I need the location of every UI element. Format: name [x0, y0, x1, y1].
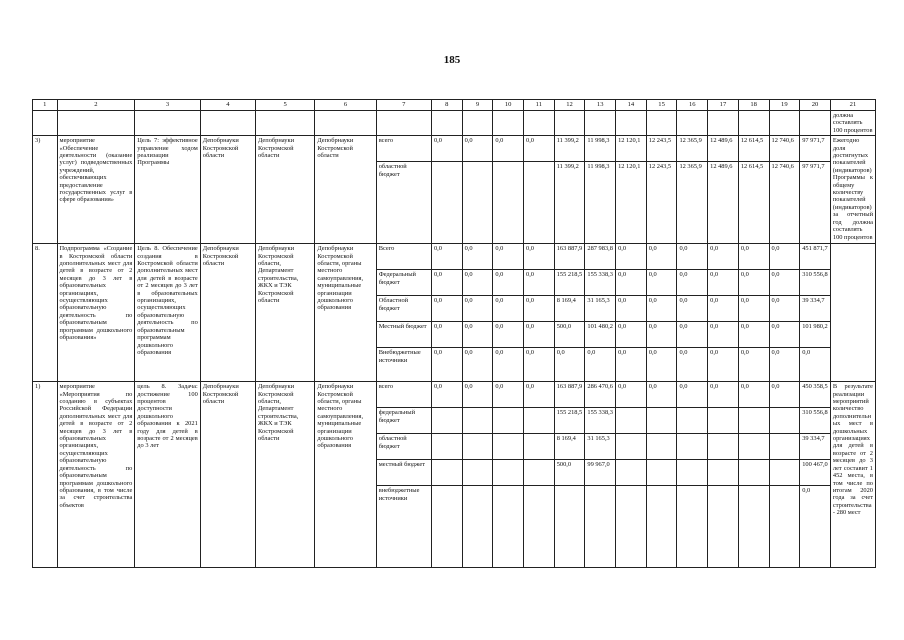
responsible-executor: Депобрнауки Костромской области — [200, 382, 255, 568]
value-cell — [493, 434, 524, 460]
header-cell: 15 — [646, 100, 677, 111]
value-cell — [524, 486, 555, 568]
value-cell: 12 614,5 — [738, 162, 769, 244]
value-cell — [677, 434, 708, 460]
item-number: 1) — [33, 382, 58, 568]
value-cell: 8 169,4 — [554, 434, 585, 460]
value-cell: 31 165,3 — [585, 296, 616, 322]
header-cell: 14 — [616, 100, 647, 111]
value-cell: 0,0 — [738, 244, 769, 270]
value-cell: 12 740,6 — [769, 136, 800, 162]
program-table — [32, 99, 876, 568]
value-cell: 0,0 — [524, 136, 555, 162]
value-cell: 0,0 — [524, 296, 555, 322]
value-cell: 310 556,8 — [800, 408, 831, 434]
value-cell: 0,0 — [769, 382, 800, 408]
value-cell: 0,0 — [462, 136, 493, 162]
value-cell: 0,0 — [646, 382, 677, 408]
value-cell: 0,0 — [493, 296, 524, 322]
value-cell: 0,0 — [462, 270, 493, 296]
value-cell — [646, 486, 677, 568]
value-cell: 12 120,1 — [616, 162, 647, 244]
value-cell: 0,0 — [616, 382, 647, 408]
value-cell: 287 983,8 — [585, 244, 616, 270]
value-cell: 12 740,6 — [769, 162, 800, 244]
value-cell: 0,0 — [769, 296, 800, 322]
value-cell: 0,0 — [616, 244, 647, 270]
value-cell: 0,0 — [431, 348, 462, 382]
value-cell: 155 338,3 — [585, 408, 616, 434]
co-executors: Депобрнауки Костромской области, Департамент строительства, ЖКХ и ТЭК Костромской области — [256, 244, 315, 382]
funding-source: Областной бюджет — [376, 296, 431, 322]
header-cell: 11 — [524, 100, 555, 111]
item-name: мероприятие «Обеспечение деятельности (оказание услуг) подведомственных учреждений, обеспечивающих предоставление государственных услуг в сфере образования» — [57, 136, 135, 244]
value-cell — [738, 460, 769, 486]
value-cell: 0,0 — [554, 348, 585, 382]
value-cell: 155 218,5 — [554, 408, 585, 434]
participants: Депобрнауки Костромской области, органы местного самоуправления, муниципальные организации дошкольного образования — [315, 382, 376, 568]
funding-source: всего — [376, 136, 431, 162]
value-cell: 39 334,7 — [800, 296, 831, 322]
value-cell — [646, 434, 677, 460]
value-cell — [738, 486, 769, 568]
value-cell — [431, 460, 462, 486]
value-cell: 0,0 — [431, 296, 462, 322]
value-cell: 101 980,2 — [800, 322, 831, 348]
value-cell: 0,0 — [646, 322, 677, 348]
value-cell — [524, 434, 555, 460]
value-cell: 0,0 — [524, 270, 555, 296]
value-cell: 0,0 — [616, 322, 647, 348]
value-cell — [708, 434, 739, 460]
value-cell: 0,0 — [708, 348, 739, 382]
continuation-row — [33, 111, 876, 136]
value-cell: 0,0 — [646, 244, 677, 270]
value-cell: 12 614,5 — [738, 136, 769, 162]
value-cell — [708, 460, 739, 486]
result-note — [830, 244, 875, 382]
value-cell: 11 998,3 — [585, 136, 616, 162]
value-cell: 0,0 — [677, 270, 708, 296]
participants: Депобрнауки Костромской области, органы местного самоуправления, муниципальные организации дошкольного образования — [315, 244, 376, 382]
value-cell: 0,0 — [431, 322, 462, 348]
funding-source: Всего — [376, 244, 431, 270]
value-cell — [431, 408, 462, 434]
value-cell — [462, 460, 493, 486]
funding-source: внебюджетные источники — [376, 486, 431, 568]
value-cell — [524, 408, 555, 434]
value-cell: 97 971,7 — [800, 162, 831, 244]
value-cell — [431, 434, 462, 460]
value-cell: 500,0 — [554, 322, 585, 348]
table-row — [33, 136, 876, 162]
table-row — [33, 244, 876, 270]
funding-source: всего — [376, 382, 431, 408]
value-cell — [462, 162, 493, 244]
value-cell: 0,0 — [462, 296, 493, 322]
value-cell: 286 470,6 — [585, 382, 616, 408]
continuation-note: должна составлять 100 процентов — [830, 111, 875, 136]
value-cell: 0,0 — [462, 322, 493, 348]
value-cell: 0,0 — [431, 382, 462, 408]
header-cell: 21 — [830, 100, 875, 111]
header-cell: 6 — [315, 100, 376, 111]
value-cell: 451 871,7 — [800, 244, 831, 270]
value-cell: 8 169,4 — [554, 296, 585, 322]
value-cell: 0,0 — [738, 270, 769, 296]
header-cell: 1 — [33, 100, 58, 111]
value-cell: 0,0 — [493, 382, 524, 408]
value-cell: 0,0 — [769, 322, 800, 348]
value-cell: 12 365,9 — [677, 136, 708, 162]
header-cell: 2 — [57, 100, 135, 111]
header-cell: 10 — [493, 100, 524, 111]
value-cell: 31 165,3 — [585, 434, 616, 460]
value-cell — [677, 486, 708, 568]
value-cell — [616, 460, 647, 486]
value-cell: 0,0 — [677, 296, 708, 322]
header-cell: 8 — [431, 100, 462, 111]
value-cell: 0,0 — [524, 322, 555, 348]
value-cell: 0,0 — [646, 348, 677, 382]
value-cell — [708, 408, 739, 434]
value-cell — [462, 486, 493, 568]
value-cell: 500,0 — [554, 460, 585, 486]
value-cell: 100 467,0 — [800, 460, 831, 486]
item-number: 8. — [33, 244, 58, 382]
result-note: В результате реализации мероприятий количество дополнительных мест в дошкольных организациях для детей в возрасте от 2 месяцев до 3 лет составит 1 452 места, в том числе по итогам 2020 года за счет строительства - 280 мест — [830, 382, 875, 568]
value-cell — [769, 486, 800, 568]
value-cell: 0,0 — [616, 348, 647, 382]
value-cell: 310 556,8 — [800, 270, 831, 296]
value-cell: 0,0 — [493, 136, 524, 162]
table-row — [33, 382, 876, 408]
value-cell — [524, 460, 555, 486]
value-cell — [554, 486, 585, 568]
value-cell — [708, 486, 739, 568]
value-cell: 0,0 — [493, 348, 524, 382]
header-cell: 16 — [677, 100, 708, 111]
value-cell: 0,0 — [431, 270, 462, 296]
funding-source: федеральный бюджет — [376, 408, 431, 434]
value-cell: 12 489,6 — [708, 136, 739, 162]
item-name: мероприятие «Мероприятия по созданию в субъектах Российской Федерации дополнительных мест для детей в возрасте от 2 месяцев до 3 лет в образовательных организациях, осуществляющих образовательную деятельность по образовательным программам дошкольного образования, в том числе за счет строительства объектов — [57, 382, 135, 568]
value-cell — [646, 408, 677, 434]
value-cell: 0,0 — [493, 270, 524, 296]
item-number: 3) — [33, 136, 58, 244]
value-cell: 0,0 — [493, 322, 524, 348]
value-cell: 12 120,1 — [616, 136, 647, 162]
value-cell — [677, 408, 708, 434]
value-cell: 0,0 — [431, 244, 462, 270]
value-cell: 11 998,3 — [585, 162, 616, 244]
value-cell: 101 480,2 — [585, 322, 616, 348]
header-cell: 20 — [800, 100, 831, 111]
value-cell: 0,0 — [646, 270, 677, 296]
funding-source: Федеральный бюджет — [376, 270, 431, 296]
value-cell: 0,0 — [616, 296, 647, 322]
value-cell: 0,0 — [738, 322, 769, 348]
value-cell: 163 887,9 — [554, 244, 585, 270]
value-cell — [677, 460, 708, 486]
funding-source: Местный бюджет — [376, 322, 431, 348]
value-cell — [646, 460, 677, 486]
header-cell: 3 — [135, 100, 200, 111]
value-cell: 0,0 — [524, 244, 555, 270]
value-cell — [493, 486, 524, 568]
value-cell: 0,0 — [738, 348, 769, 382]
value-cell — [616, 434, 647, 460]
value-cell — [493, 408, 524, 434]
page-number: 185 — [443, 54, 461, 66]
header-cell: 5 — [256, 100, 315, 111]
value-cell: 12 243,5 — [646, 136, 677, 162]
funding-source: областной бюджет — [376, 162, 431, 244]
funding-source: областной бюджет — [376, 434, 431, 460]
value-cell: 0,0 — [493, 244, 524, 270]
value-cell — [738, 434, 769, 460]
value-cell: 97 971,7 — [800, 136, 831, 162]
header-cell: 13 — [585, 100, 616, 111]
item-goal: Цель 8. Обеспечение создания в Костромской области дополнительных мест для детей в возрасте от 2 месяцев до 3 лет в образовательных организациях, осуществляющих образовательную деятельность по образовательным программам дошкольного образования — [135, 244, 200, 382]
header-cell: 12 — [554, 100, 585, 111]
value-cell: 39 334,7 — [800, 434, 831, 460]
value-cell: 0,0 — [769, 270, 800, 296]
value-cell: 0,0 — [708, 382, 739, 408]
value-cell: 12 365,9 — [677, 162, 708, 244]
value-cell: 163 887,9 — [554, 382, 585, 408]
co-executors: Депобрнауки Костромской области, Департамент строительства, ЖКХ и ТЭК Костромской области — [256, 382, 315, 568]
value-cell — [431, 162, 462, 244]
item-goal: Цель 7: эффективное управление ходом реализации Программы — [135, 136, 200, 244]
participants: Депобрнауки Костромской области — [315, 136, 376, 244]
header-cell: 18 — [738, 100, 769, 111]
value-cell: 0,0 — [708, 244, 739, 270]
value-cell: 0,0 — [738, 382, 769, 408]
value-cell: 155 218,5 — [554, 270, 585, 296]
value-cell: 0,0 — [708, 296, 739, 322]
value-cell — [585, 486, 616, 568]
value-cell — [493, 460, 524, 486]
value-cell — [462, 408, 493, 434]
value-cell: 0,0 — [462, 348, 493, 382]
value-cell — [769, 434, 800, 460]
value-cell — [493, 162, 524, 244]
value-cell: 0,0 — [616, 270, 647, 296]
header-cell: 7 — [376, 100, 431, 111]
value-cell: 0,0 — [524, 382, 555, 408]
value-cell: 0,0 — [708, 322, 739, 348]
value-cell: 11 399,2 — [554, 162, 585, 244]
header-cell: 19 — [769, 100, 800, 111]
value-cell — [616, 486, 647, 568]
funding-source: Внебюджетные источники — [376, 348, 431, 382]
value-cell: 0,0 — [462, 244, 493, 270]
header-cell: 17 — [708, 100, 739, 111]
co-executors: Депобрнауки Костромской области — [256, 136, 315, 244]
item-goal: цель 8. Задача: достижение 100 процентов доступности дошкольного образования к 2021 году для детей в возрасте от 2 месяцев до 3 лет — [135, 382, 200, 568]
header-cell: 4 — [200, 100, 255, 111]
value-cell: 0,0 — [524, 348, 555, 382]
result-note: Ежегодно доля достигнутых показателей (индикаторов) Программы к общему количеству показателей (индикаторов) за отчетный год должна составлять 100 процентов — [830, 136, 875, 244]
value-cell: 0,0 — [677, 322, 708, 348]
value-cell: 99 967,0 — [585, 460, 616, 486]
value-cell: 12 489,6 — [708, 162, 739, 244]
responsible-executor: Депобрнауки Костромской области — [200, 244, 255, 382]
value-cell: 0,0 — [738, 296, 769, 322]
value-cell: 155 338,3 — [585, 270, 616, 296]
value-cell — [524, 162, 555, 244]
responsible-executor: Депобрнауки Костромской области — [200, 136, 255, 244]
value-cell: 0,0 — [585, 348, 616, 382]
value-cell: 11 399,2 — [554, 136, 585, 162]
value-cell: 0,0 — [677, 348, 708, 382]
value-cell: 0,0 — [708, 270, 739, 296]
value-cell — [616, 408, 647, 434]
value-cell: 0,0 — [677, 382, 708, 408]
value-cell — [431, 486, 462, 568]
header-cell: 9 — [462, 100, 493, 111]
value-cell — [769, 408, 800, 434]
value-cell: 0,0 — [769, 348, 800, 382]
value-cell: 0,0 — [677, 244, 708, 270]
value-cell — [769, 460, 800, 486]
item-name: Подпрограмма «Создание в Костромской области дополнительных мест для детей в возрасте от 2 месяцев до 3 лет в образовательных организациях, осуществляющих образовательную деятельность по образовательным программам дошкольного образования» — [57, 244, 135, 382]
value-cell: 0,0 — [800, 486, 831, 568]
value-cell — [462, 434, 493, 460]
value-cell: 450 358,5 — [800, 382, 831, 408]
value-cell: 0,0 — [646, 296, 677, 322]
value-cell: 12 243,5 — [646, 162, 677, 244]
value-cell: 0,0 — [800, 348, 831, 382]
header-row — [33, 100, 876, 111]
value-cell: 0,0 — [769, 244, 800, 270]
funding-source: местный бюджет — [376, 460, 431, 486]
value-cell: 0,0 — [462, 382, 493, 408]
value-cell — [738, 408, 769, 434]
value-cell: 0,0 — [431, 136, 462, 162]
